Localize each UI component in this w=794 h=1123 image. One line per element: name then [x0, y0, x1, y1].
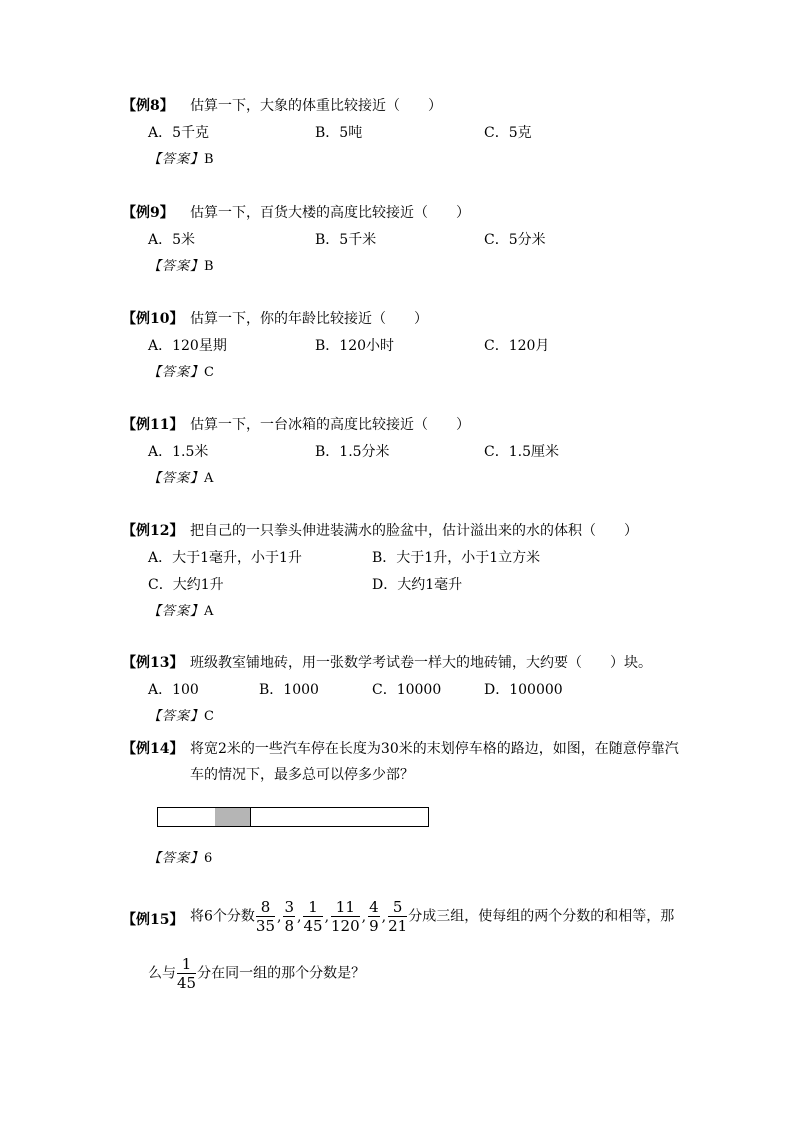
answer-tag: 【答案】 [148, 365, 205, 380]
question-stem: 估算一下，你的年龄比较接近（ ） [190, 311, 428, 327]
question-stem: 班级教室铺地砖，用一张数学考试卷一样大的地砖铺，大约要（ ）块。 [190, 655, 652, 671]
stem-middle: 分成三组，使每组的两个分数的和相等，那 [408, 908, 675, 925]
option-a: A．5米 [148, 232, 196, 248]
option-a: A．120星期 [148, 338, 227, 354]
question-12 [122, 521, 682, 619]
option-c: C．1.5厘米 [484, 444, 559, 460]
option-a: A．100 [148, 682, 199, 698]
option-a: A．5千克 [148, 125, 210, 141]
question-stem-line2 [148, 955, 365, 992]
question-10 [122, 309, 682, 380]
answer-line [148, 150, 214, 170]
option-c: C．大约1升 [148, 577, 224, 593]
option-c: C．120月 [484, 338, 550, 354]
option-c: C．5分米 [484, 232, 546, 248]
question-label: 【例10】 [122, 311, 184, 327]
question-stem: 估算一下，大象的体重比较接近（ ） [190, 98, 442, 114]
question-stem: 将宽2米的一些汽车停在长度为30米的末划停车格的路边，如图，在随意停靠汽车的情况下，最多总可以停多少部？ [190, 741, 679, 783]
answer-line [148, 257, 214, 277]
answer-value: B [204, 152, 214, 167]
question-label: 【例13】 [122, 655, 184, 671]
answer-tag: 【答案】 [148, 152, 205, 167]
answer-line [148, 602, 213, 622]
option-b: B．1.5分米 [315, 444, 390, 460]
question-stem: 将6个分数 $\frac{8}{35}$ , $\frac{3}{8}$ , $\frac{1}{45}$ , $\frac{11}{120}$ , $\frac{4}{9}$ , $\frac{5}{21}$ 分成三组，使每组的两个分数的和相等，那 [190, 898, 675, 935]
answer-line [148, 469, 213, 489]
option-c: C．10000 [372, 682, 442, 698]
question-14 [122, 739, 682, 866]
parked-car [215, 808, 251, 826]
fraction: $\frac{4}{9}$ [369, 898, 379, 935]
question-label: 【例12】 [122, 523, 184, 539]
option-a: A．1.5米 [148, 444, 209, 460]
fraction: $\frac{5}{21}$ [388, 898, 408, 935]
question-label: 【例15】 [122, 912, 184, 928]
question-label: 【例9】 [122, 205, 174, 221]
answer-value: B [204, 259, 214, 274]
fraction: $\frac{1}{45}$ [303, 898, 323, 935]
answer-value: C [204, 365, 214, 380]
option-d: D．大约1毫升 [372, 577, 463, 593]
option-a: A．大于1毫升，小于1升 [148, 550, 302, 566]
option-c: C．5克 [484, 125, 532, 141]
answer-line [148, 849, 212, 869]
question-stem: 把自己的一只拳头伸进装满水的脸盆中，估计溢出来的水的体积（ ） [190, 523, 638, 539]
answer-value: C [204, 709, 214, 724]
fraction: $\frac{3}{8}$ [284, 898, 295, 935]
fraction: $\frac{8}{35}$ [255, 898, 276, 935]
stem-line2-prefix: 么与 [148, 965, 176, 982]
answer-tag: 【答案】 [148, 259, 205, 274]
option-b: B．120小时 [315, 338, 395, 354]
question-8 [122, 96, 682, 167]
stem-line2-suffix: 分在同一组的那个分数是？ [197, 965, 366, 982]
option-b: B．大于1升，小于1立方米 [372, 550, 541, 566]
answer-value: 6 [204, 851, 213, 866]
answer-tag: 【答案】 [148, 471, 205, 486]
answer-tag: 【答案】 [148, 604, 205, 619]
stem-prefix: 将6个分数 [190, 908, 255, 925]
parking-space-empty [158, 808, 216, 826]
answer-line [148, 363, 214, 383]
answer-value: A [204, 604, 214, 619]
option-d: D．100000 [484, 682, 563, 698]
parking-diagram [157, 807, 429, 827]
target-fraction: $\frac{1}{45}$ [177, 955, 197, 992]
question-11 [122, 415, 682, 486]
question-15 [122, 898, 682, 992]
option-b: B．1000 [259, 682, 319, 698]
answer-line [148, 707, 214, 727]
option-b: B．5吨 [315, 125, 363, 141]
question-label: 【例8】 [122, 98, 174, 114]
question-stem: 估算一下，百货大楼的高度比较接近（ ） [190, 205, 470, 221]
option-b: B．5千米 [315, 232, 377, 248]
question-9 [122, 203, 682, 274]
fraction: $\frac{11}{120}$ [331, 898, 360, 935]
answer-tag: 【答案】 [148, 851, 205, 866]
question-label: 【例14】 [122, 741, 184, 757]
question-13 [122, 653, 682, 724]
question-label: 【例11】 [122, 417, 184, 433]
question-stem: 估算一下，一台冰箱的高度比较接近（ ） [190, 417, 470, 433]
answer-value: A [204, 471, 214, 486]
answer-tag: 【答案】 [148, 709, 205, 724]
